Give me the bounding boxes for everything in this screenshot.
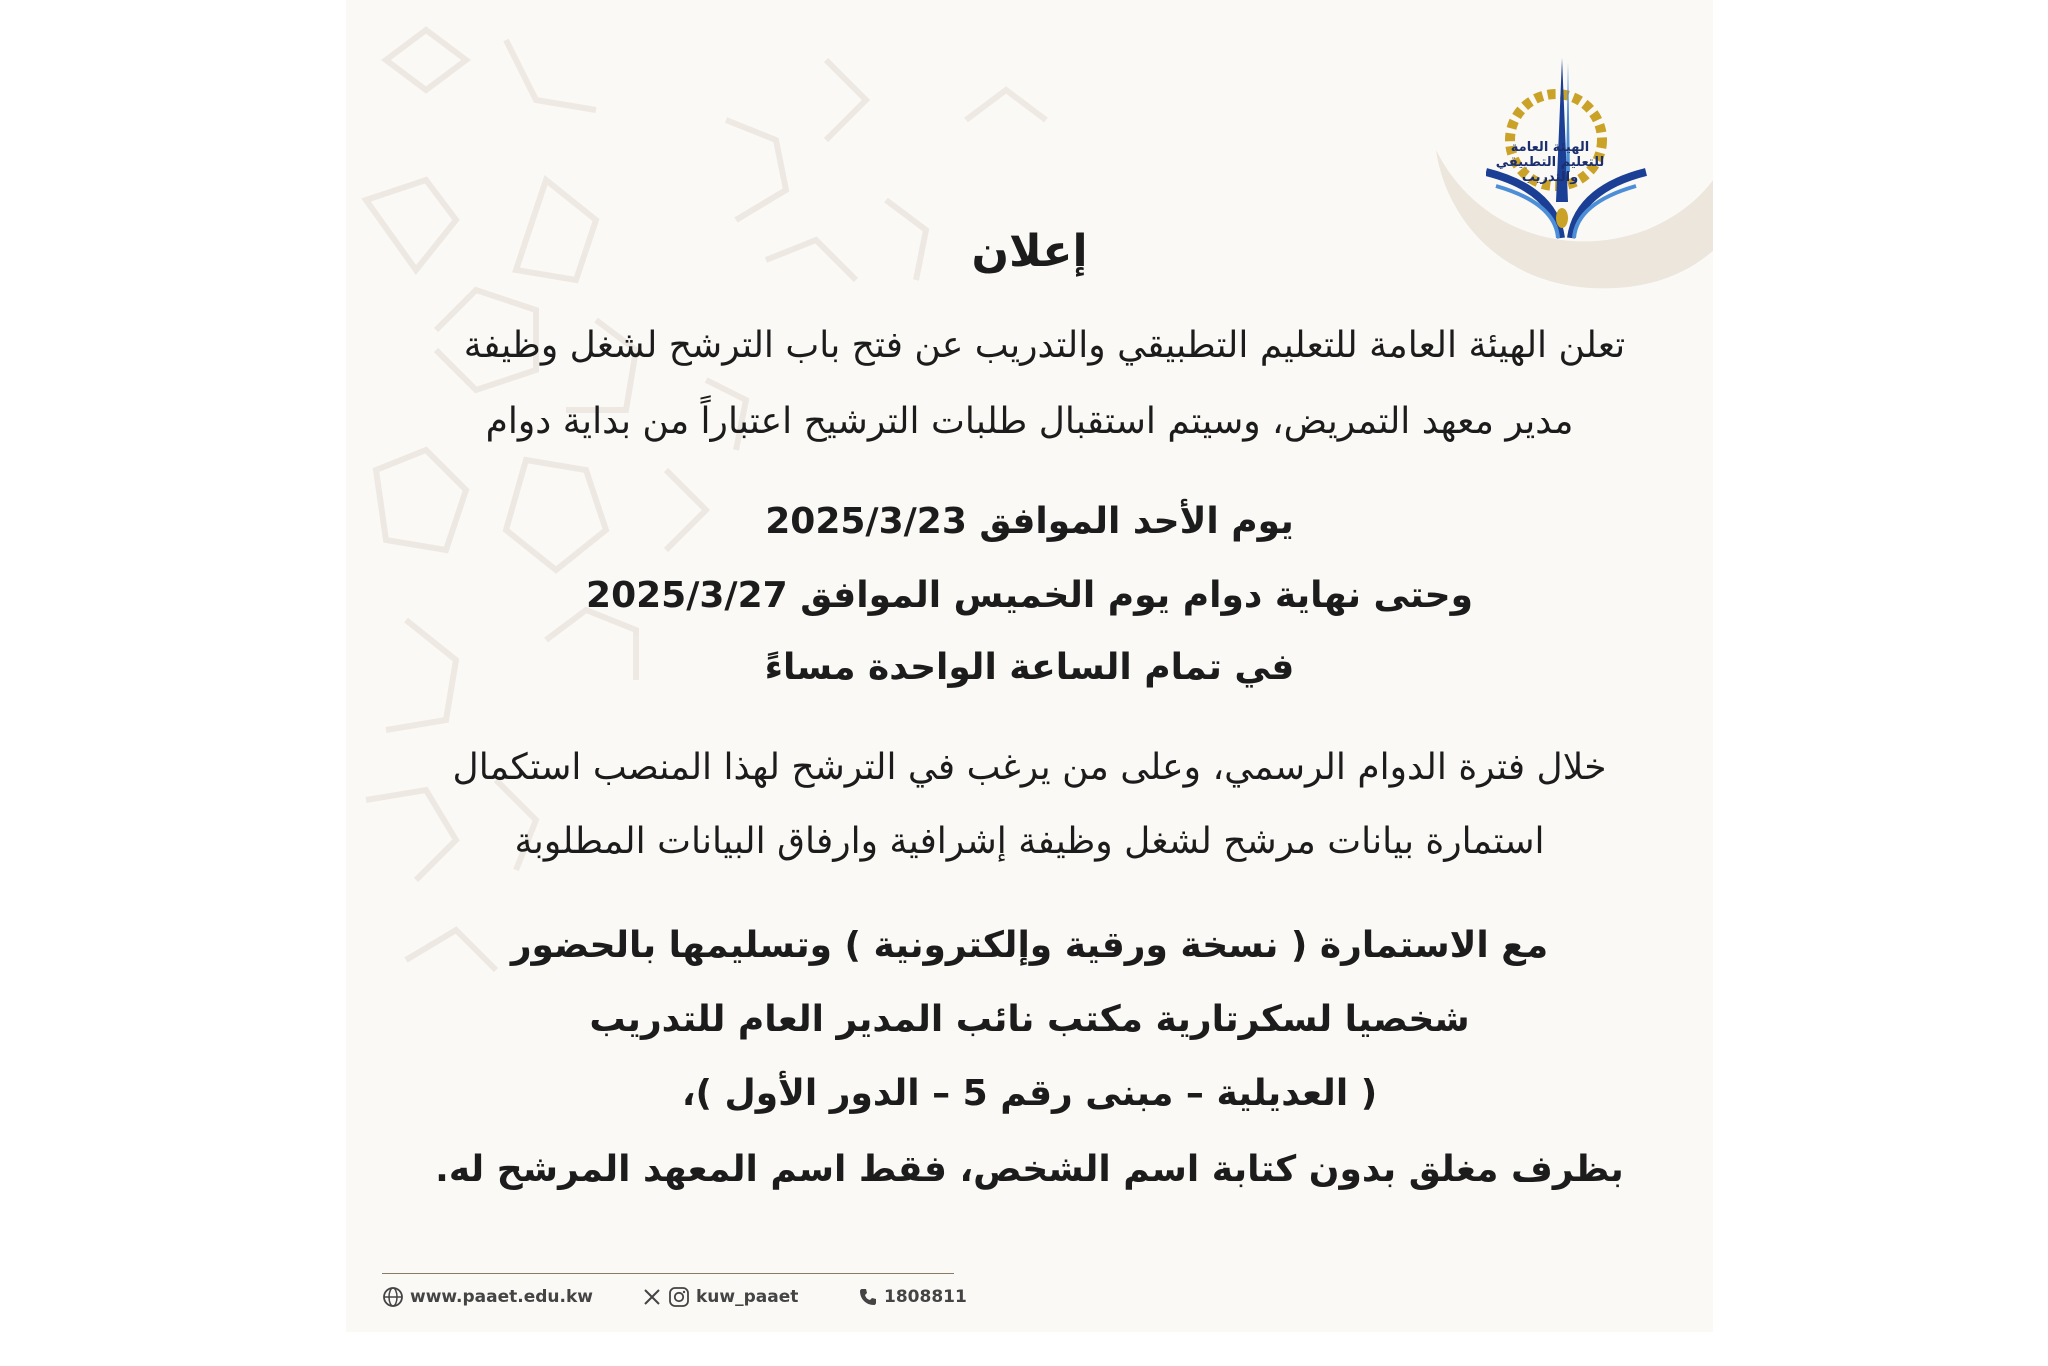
logo-text-line: الهيئة العامة: [1510, 140, 1590, 155]
instagram-icon: [668, 1286, 690, 1308]
paragraph3-line: مع الاستمارة ( نسخة ورقية وإلكترونية ) وتسليمها بالحضور: [510, 925, 1549, 966]
globe-icon: [382, 1286, 404, 1308]
footer-website[interactable]: [382, 1282, 593, 1312]
website-text: www.paaet.edu.kw: [410, 1287, 593, 1307]
phone-icon: [858, 1287, 878, 1307]
paragraph2-line: استمارة بيانات مرشح لشغل وظيفة إشرافية وارفاق البيانات المطلوبة: [514, 821, 1545, 862]
footer-phone[interactable]: [858, 1282, 967, 1312]
footer-social[interactable]: [642, 1282, 798, 1312]
logo-text: [1488, 140, 1612, 185]
end-time-line: في تمام الساعة الواحدة مساءً: [764, 647, 1295, 688]
announcement-card: [346, 0, 1713, 1332]
paragraph3-line: ( العديلية – مبنى رقم 5 – الدور الأول )،: [681, 1073, 1378, 1114]
social-handle-text: kuw_paaet: [696, 1287, 799, 1307]
footer-divider: [382, 1273, 954, 1274]
paragraph3-line: بظرف مغلق بدون كتابة اسم الشخص، فقط اسم المعهد المرشح له.: [435, 1149, 1624, 1190]
announcement-title: إعلان: [971, 226, 1088, 277]
paragraph3-line: شخصيا لسكرتارية مكتب نائب المدير العام للتدريب: [589, 999, 1470, 1040]
paragraph2-line: خلال فترة الدوام الرسمي، وعلى من يرغب في الترشح لهذا المنصب استكمال: [452, 747, 1607, 788]
end-date-line: وحتى نهاية دوام يوم الخميس الموافق 2025/3/27: [586, 575, 1473, 616]
paragraph1-line: تعلن الهيئة العامة للتعليم التطبيقي والتدريب عن فتح باب الترشح لشغل وظيفة: [463, 325, 1626, 366]
paragraph1-line: مدير معهد التمريض، وسيتم استقبال طلبات الترشيح اعتباراً من بداية دوام: [485, 401, 1574, 442]
logo-text-line: للتعليم التطبيقي والتدريب: [1495, 155, 1605, 185]
start-date-line: يوم الأحد الموافق 2025/3/23: [765, 501, 1294, 542]
x-twitter-icon: [642, 1287, 662, 1307]
phone-text: 1808811: [884, 1287, 967, 1307]
